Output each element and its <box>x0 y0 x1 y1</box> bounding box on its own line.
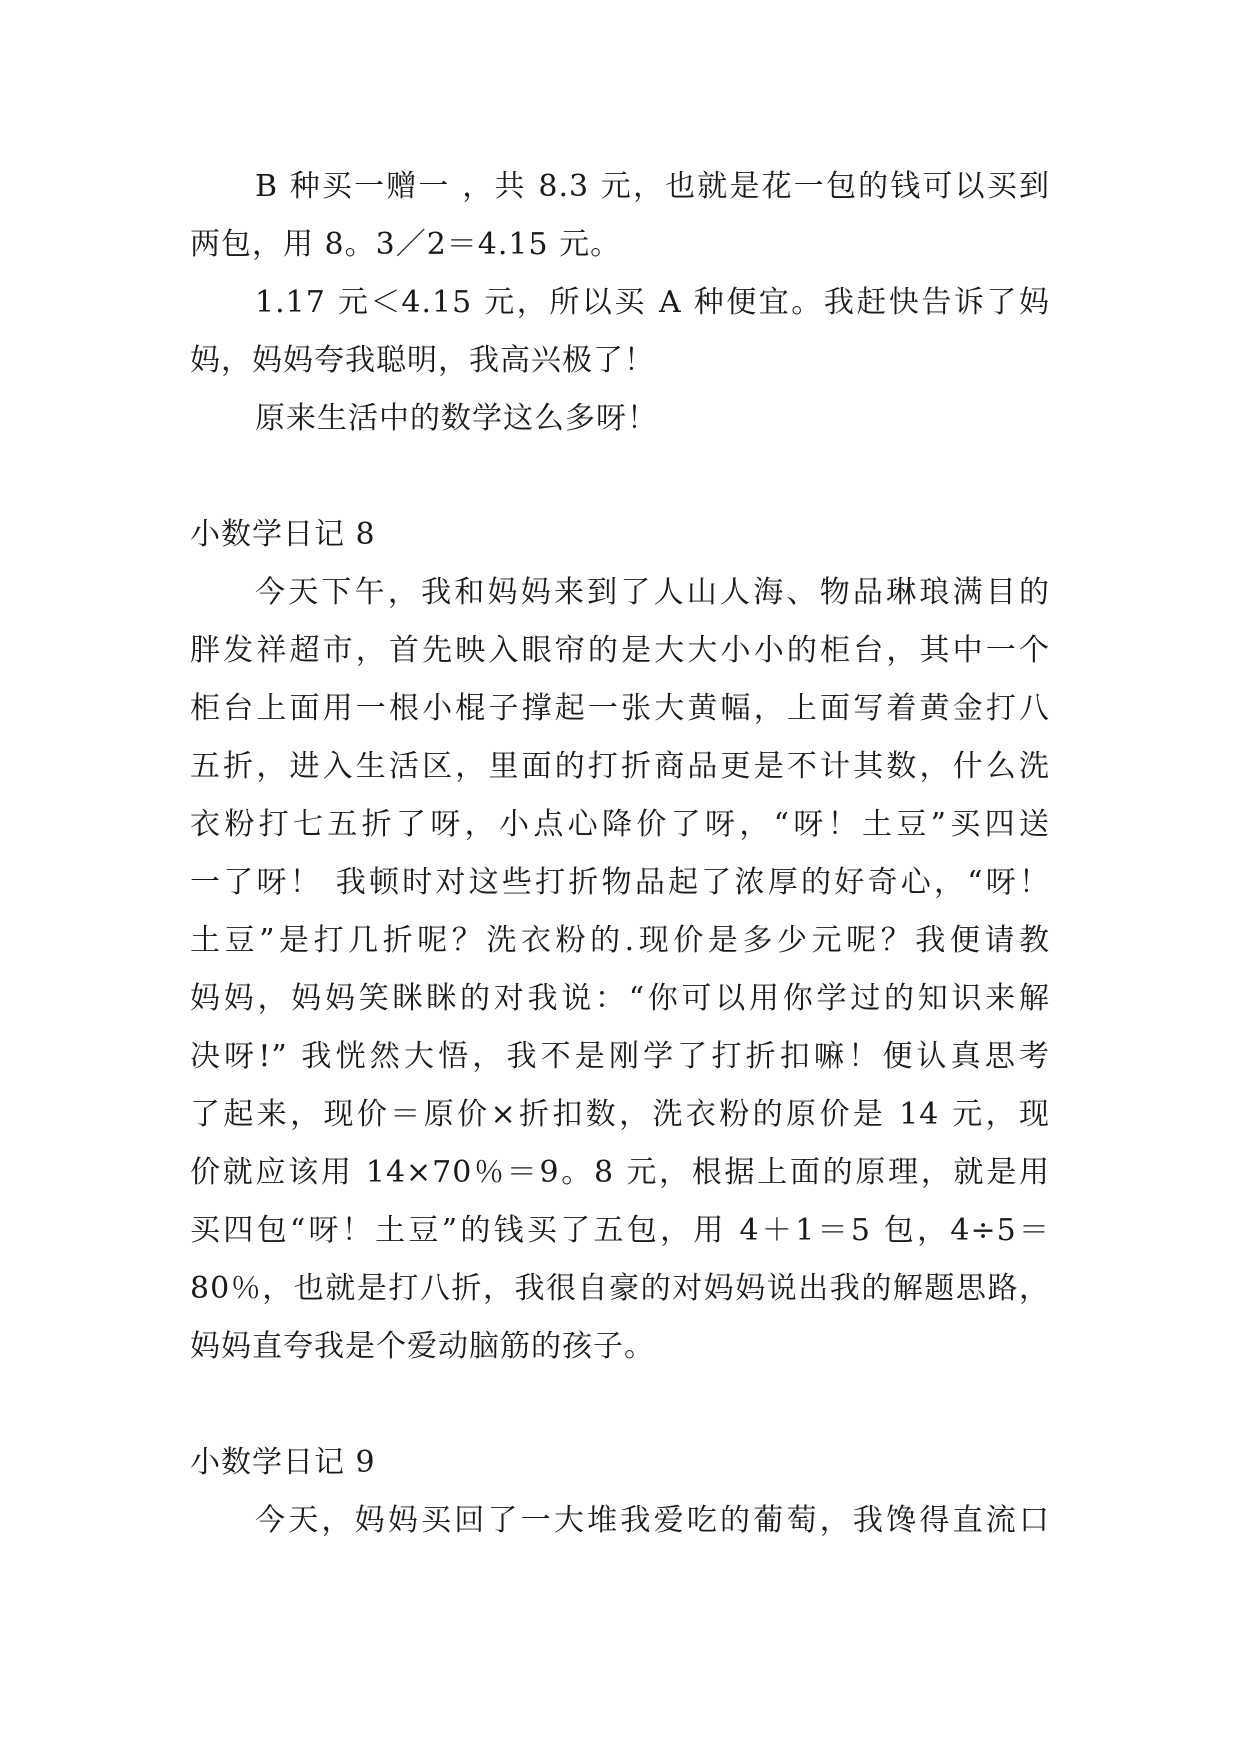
paragraph-line: 妈，妈妈夸我聪明，我高兴极了！ <box>190 343 655 378</box>
paragraph-line: 价就应该用 14×70％＝9。8 元，根据上面的原理，就是用 <box>190 1155 1050 1190</box>
paragraph-line: 胖发祥超市，首先映入眼帘的是大大小小的柜台，其中一个 <box>190 633 1050 668</box>
paragraph-line: B 种买一赠一 ，共 8.3 元，也就是花一包的钱可以买到 <box>255 169 1050 204</box>
section-heading: 小数学日记 8 <box>190 517 376 552</box>
paragraph-line: 一了呀！ 我顿时对这些打折物品起了浓厚的好奇心，“呀！ <box>190 865 1050 900</box>
paragraph-line: 妈妈直夸我是个爱动脑筋的孩子。 <box>190 1329 655 1364</box>
paragraph-line: 原来生活中的数学这么多呀！ <box>255 401 658 436</box>
paragraph-line: 了起来，现价＝原价×折扣数，洗衣粉的原价是 14 元，现 <box>190 1097 1050 1132</box>
section-heading: 小数学日记 9 <box>190 1445 376 1480</box>
paragraph-line: 柜台上面用一根小棍子撑起一张大黄幅，上面写着黄金打八 <box>190 691 1050 726</box>
paragraph-line: 1.17 元＜4.15 元，所以买 A 种便宜。我赶快告诉了妈 <box>255 285 1050 320</box>
paragraph-line: 今天，妈妈买回了一大堆我爱吃的葡萄，我馋得直流口 <box>255 1503 1050 1538</box>
paragraph-line: 买四包“呀！土豆”的钱买了五包，用 4＋1＝5 包，4÷5＝ <box>190 1213 1050 1248</box>
paragraph-line: 决呀!” 我恍然大悟，我不是刚学了打折扣嘛！便认真思考 <box>190 1039 1050 1074</box>
paragraph-line: 土豆”是打几折呢？洗衣粉的.现价是多少元呢？我便请教 <box>190 923 1050 958</box>
paragraph-line: 妈妈，妈妈笑眯眯的对我说：“你可以用你学过的知识来解 <box>190 981 1050 1016</box>
paragraph-line: 五折，进入生活区，里面的打折商品更是不计其数，什么洗 <box>190 749 1050 784</box>
paragraph-line: 两包，用 8。3／2＝4.15 元。 <box>190 227 622 262</box>
paragraph-line: 今天下午，我和妈妈来到了人山人海、物品琳琅满目的 <box>255 575 1050 610</box>
paragraph-line: 衣粉打七五折了呀，小点心降价了呀，“呀！土豆”买四送 <box>190 807 1050 842</box>
paragraph-line: 80％，也就是打八折，我很自豪的对妈妈说出我的解题思路， <box>190 1271 1050 1306</box>
